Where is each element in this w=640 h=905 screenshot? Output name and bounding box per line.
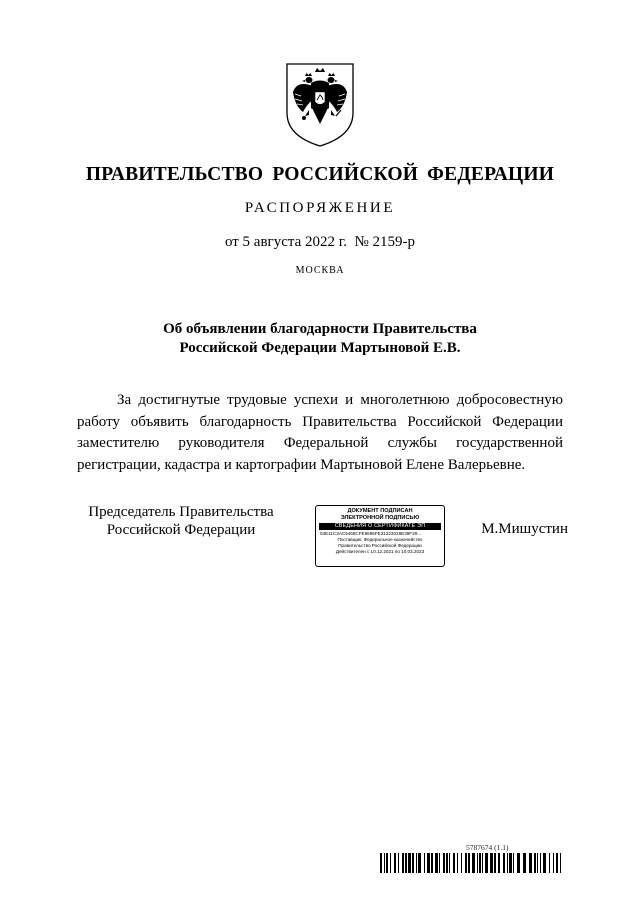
document-date-number: от 5 августа 2022 г. № 2159-р <box>224 234 416 250</box>
signer-name: М.Мишустин <box>481 521 568 537</box>
document-type: РАСПОРЯЖЕНИЕ <box>244 200 396 216</box>
subject-line-1: Об объявлении благодарности Правительства <box>163 321 477 337</box>
stamp-issuer-line-2: Правительство Российской Федерации <box>338 543 422 549</box>
stamp-issuer-line-1: Поставщик: Федеральное казначейство <box>337 537 423 543</box>
stamp-title-line-1: ДОКУМЕНТ ПОДПИСАН <box>347 508 413 514</box>
document-city: МОСКВА <box>295 265 345 276</box>
subject-line-2: Российской Федерации Мартыновой Е.В. <box>179 340 461 356</box>
document-code: 5787674 (1.1) <box>466 843 509 852</box>
signer-position-line-1: Председатель Правительства <box>88 504 274 520</box>
stamp-validity: Действителен с 10.12.2021 по 10.03.2023 <box>335 549 425 555</box>
barcode-bar <box>561 853 564 873</box>
document-subject <box>0 320 640 358</box>
signer-position-line-2: Российской Федерации <box>106 522 256 538</box>
barcode-icon <box>380 853 564 873</box>
coat-of-arms-emblem <box>283 58 357 148</box>
electronic-signature-stamp <box>315 505 445 567</box>
stamp-certificate-bar: СВЕДЕНИЯ О СЕРТИФИКАТЕ ЭП <box>319 523 441 530</box>
stamp-title-line-2: ЭЛЕКТРОННОЙ ПОДПИСЬЮ <box>340 515 420 521</box>
signer-position <box>60 503 302 539</box>
government-title: ПРАВИТЕЛЬСТВО РОССИЙСКОЙ ФЕДЕРАЦИИ <box>85 164 555 185</box>
stamp-certificate-id: 04E11C3AC5468CFE8686FE21323028E39F29... <box>320 531 422 536</box>
body-paragraph: За достигнутые трудовые успехи и многолетнюю добросовестную работу объявить благодарность Правительства Российской Федерации заместителю руководителя Федеральной службы государственной регистрации, кадастра и картографии Мартыновой Елене Валерьевне. <box>77 392 563 473</box>
